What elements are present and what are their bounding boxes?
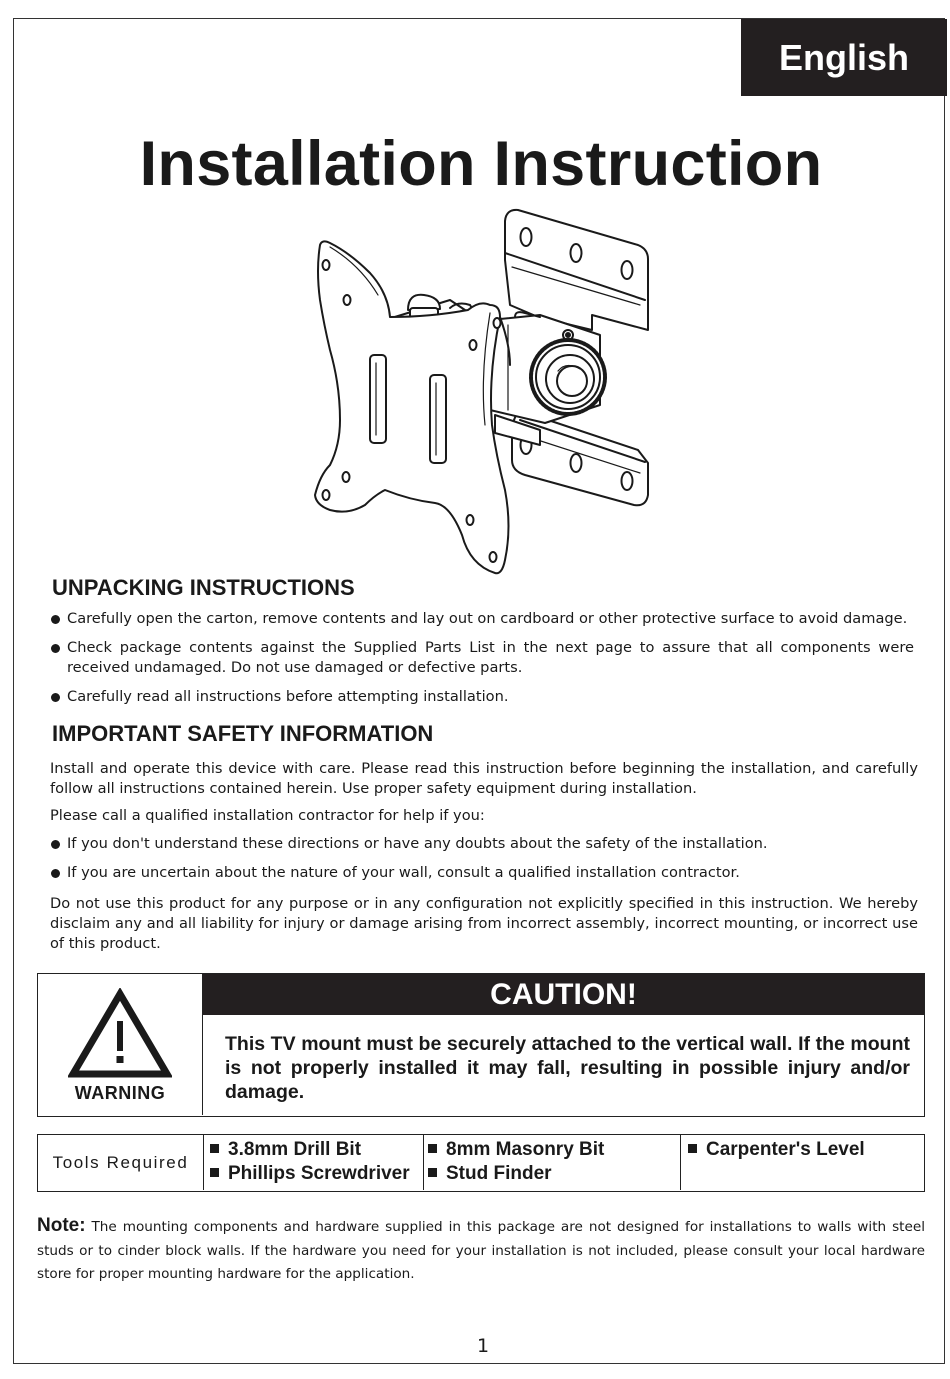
tool-item: Stud Finder: [428, 1163, 552, 1185]
page-number: 1: [476, 1335, 490, 1357]
caution-text: This TV mount must be securely attached to the vertical wall. If the mount is not properly installed it may fall, resulting in possible injury and/or damage.: [225, 1033, 910, 1103]
unpacking-heading: UNPACKING INSTRUCTIONS: [52, 575, 355, 600]
list-item: Carefully read all instructions before attempting installation.: [50, 687, 914, 707]
safety-disclaimer: Do not use this product for any purpose or in any configuration not explicitly specified in this instruction. We hereby disclaim any and all liability for injury or damage arising from incorrect assembly, incorrect mounting, or incorrect use of this product.: [50, 895, 918, 952]
safety-intro: Install and operate this device with care. Please read this instruction before beginning the installation, and carefully follow all instructions contained herein. Use proper safety equipment during installation.: [50, 760, 918, 797]
tool-item: 8mm Masonry Bit: [428, 1139, 604, 1161]
tv-wall-mount-illustration: [300, 205, 660, 580]
language-badge: English: [741, 19, 947, 96]
unpacking-list: [50, 609, 914, 716]
list-item: Check package contents against the Supplied Parts List in the next page to assure that all components were received undamaged. Do not use damaged or defective parts.: [50, 638, 914, 678]
list-item: If you are uncertain about the nature of your wall, consult a qualified installation contractor.: [50, 863, 914, 883]
page-title: Installation Instruction: [139, 129, 823, 199]
warning-panel: [38, 974, 203, 1115]
note: [37, 1214, 925, 1287]
tilt-pivot-knob: [531, 340, 605, 414]
vesa-plate: [315, 241, 510, 573]
warning-label: WARNING: [74, 1083, 166, 1103]
safety-heading: IMPORTANT SAFETY INFORMATION: [52, 721, 434, 746]
tools-column-3: [681, 1135, 923, 1190]
note-label: Note:: [37, 1215, 86, 1236]
caution-heading: CAUTION!: [203, 974, 924, 1015]
tools-column-1: [203, 1135, 424, 1190]
tools-table: [37, 1134, 925, 1192]
tool-item: Carpenter's Level: [688, 1139, 865, 1161]
tools-label: Tools Required: [38, 1135, 204, 1190]
list-item: If you don't understand these directions or have any doubts about the safety of the installation.: [50, 834, 914, 854]
caution-box: [37, 973, 925, 1117]
safety-call-text: Please call a qualified installation contractor for help if you:: [50, 807, 485, 824]
note-text: The mounting components and hardware supplied in this package are not designed for installations to walls with steel studs or to cinder block walls. If the hardware you need for your installation is not included, please consult your local hardware store for proper mounting hardware for the application.: [37, 1219, 925, 1282]
list-item: Carefully open the carton, remove contents and lay out on cardboard or other protective surface to avoid damage.: [50, 609, 914, 629]
safety-list: [50, 834, 914, 892]
tool-item: Phillips Screwdriver: [210, 1163, 410, 1185]
tools-column-2: [424, 1135, 681, 1190]
tool-item: 3.8mm Drill Bit: [210, 1139, 361, 1161]
warning-triangle-icon: [68, 988, 172, 1080]
